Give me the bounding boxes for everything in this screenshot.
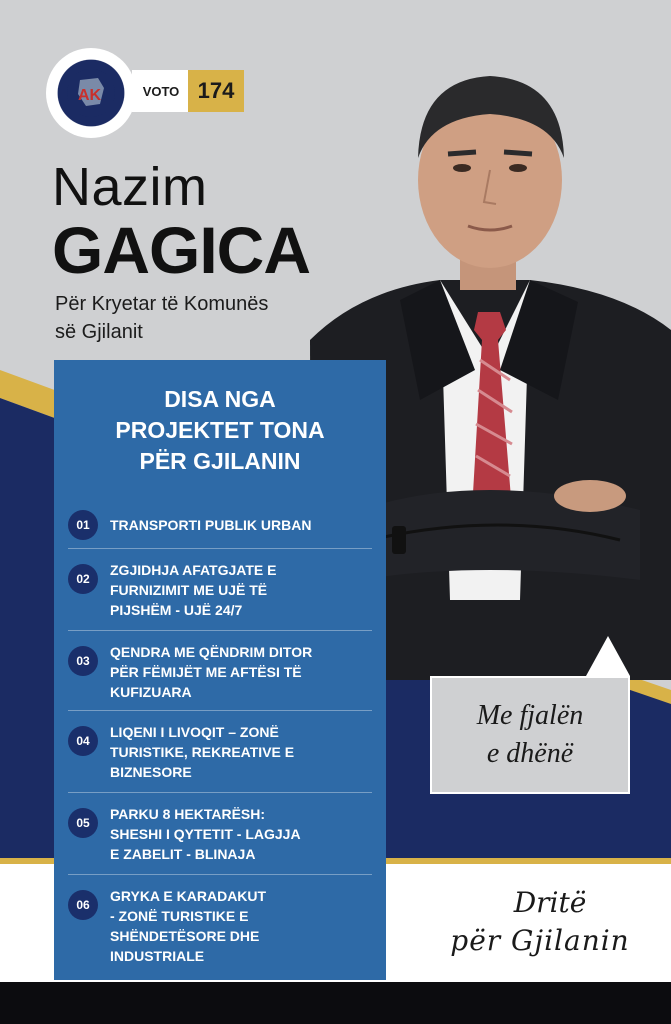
- projects-title-line-1: DISA NGA: [164, 386, 276, 412]
- project-number: 04: [68, 726, 98, 756]
- divider: [68, 548, 372, 549]
- project-line: TURISTIKE, REKREATIVE E: [110, 744, 295, 760]
- candidate-first-name: Nazim: [52, 157, 208, 217]
- project-number: 02: [68, 564, 98, 594]
- projects-panel: [54, 360, 386, 980]
- divider: [68, 792, 372, 793]
- project-line: SHESHI I QYTETIT - LAGJJA: [110, 826, 301, 842]
- vote-label: VOTO: [132, 70, 190, 112]
- quote-line-1: Me fjalën: [476, 700, 584, 731]
- projects-title-line-2: PROJEKTET TONA: [115, 417, 325, 443]
- quote-tail: [586, 636, 630, 676]
- quote-line-2: e dhënë: [486, 738, 574, 769]
- project-text: [110, 642, 375, 702]
- project-line: LIQENI I LIVOQIT – ZONË: [110, 724, 279, 740]
- project-line: PIJSHËM - UJË 24/7: [110, 602, 243, 618]
- project-line: INDUSTRIALE: [110, 948, 205, 964]
- slogan-signature: [420, 884, 660, 960]
- quote-box: [430, 676, 630, 794]
- svg-text:AK: AK: [78, 87, 102, 104]
- party-logo: [46, 48, 136, 138]
- project-text: [110, 886, 375, 966]
- project-line: KUFIZUARA: [110, 684, 192, 700]
- project-text: [110, 515, 375, 535]
- project-line: ZGJIDHJA AFATGJATE E: [110, 562, 277, 578]
- project-number: 06: [68, 890, 98, 920]
- divider: [68, 874, 372, 875]
- project-line: - ZONË TURISTIKE E: [110, 908, 249, 924]
- projects-title-line-3: PËR GJILANIN: [139, 448, 301, 474]
- project-line: E ZABELIT - BLINAJA: [110, 846, 256, 862]
- subtitle-line-1: Për Kryetar të Komunës: [55, 293, 269, 315]
- candidate-last-name: GAGICA: [52, 213, 310, 287]
- divider: [68, 630, 372, 631]
- slogan-line-1: Dritë: [513, 886, 587, 919]
- project-line: FURNIZIMIT ME UJË TË: [110, 582, 268, 598]
- project-line: BIZNESORE: [110, 764, 192, 780]
- candidate-subtitle: [55, 290, 355, 346]
- project-line: TRANSPORTI PUBLIK URBAN: [110, 517, 312, 533]
- project-text: [110, 722, 375, 782]
- project-number: 05: [68, 808, 98, 838]
- project-line: SHËNDETËSORE DHE: [110, 928, 260, 944]
- project-line: QENDRA ME QËNDRIM DITOR: [110, 644, 313, 660]
- projects-title: [54, 384, 386, 477]
- vote-number: 174: [188, 70, 244, 112]
- project-line: PARKU 8 HEKTARËSH:: [110, 806, 266, 822]
- slogan-line-2: për Gjilanin: [450, 924, 630, 957]
- project-number: 01: [68, 510, 98, 540]
- divider: [68, 710, 372, 711]
- project-line: GRYKA E KARADAKUT: [110, 888, 267, 904]
- project-number: 03: [68, 646, 98, 676]
- subtitle-line-2: së Gjilanit: [55, 321, 143, 343]
- project-text: [110, 804, 375, 864]
- project-text: [110, 560, 375, 620]
- project-line: PËR FËMIJËT ME AFTËSI TË: [110, 664, 302, 680]
